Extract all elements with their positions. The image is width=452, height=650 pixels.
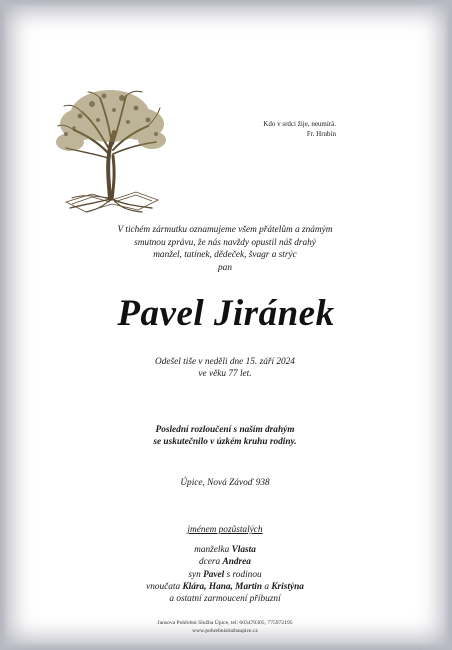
relative-name: Kristýna <box>271 581 304 592</box>
family-wife <box>60 544 390 556</box>
relation-label: syn <box>188 569 204 580</box>
family-daughter <box>60 556 390 568</box>
relative-name: Vlasta <box>231 545 256 555</box>
family-list <box>60 544 390 605</box>
intro-line: manžel, tatínek, dědeček, švagr a strýc <box>153 250 297 261</box>
intro-line: V tichém zármutku oznamujeme všem přátelům a známým <box>117 225 333 235</box>
deceased-name: Pavel Jiránek <box>117 293 335 334</box>
footer <box>60 620 390 635</box>
intro-text <box>60 224 390 274</box>
quote <box>236 119 336 139</box>
family-grandchildren <box>60 581 390 593</box>
tree-illustration <box>52 84 170 214</box>
death-notice <box>60 357 390 380</box>
conjunction: a <box>262 581 272 592</box>
family-son <box>60 569 390 581</box>
family-others: a ostatní zarmoucení příbuzní <box>169 594 281 605</box>
quote-author: Fr. Hrubín <box>306 130 336 138</box>
relative-name: Klára, Hana, Martin <box>182 581 263 592</box>
address: Úpice, Nová Závoď 938 <box>180 478 270 488</box>
relation-label: dcera <box>199 557 223 568</box>
farewell-line: se uskutečnilo v úzkém kruhu rodiny. <box>153 437 297 447</box>
relation-label: vnoučata <box>146 581 183 592</box>
on-behalf-heading: jménem pozůstalých <box>187 525 263 535</box>
intro-line: pan <box>218 262 232 273</box>
relation-suffix: s rodinou <box>224 569 262 580</box>
relation-label: manželka <box>194 545 232 555</box>
age-line: ve věku 77 let. <box>198 368 252 379</box>
footer-website: www.pohrebnisluzbaupice.cz <box>192 627 258 634</box>
farewell-notice <box>60 424 390 448</box>
footer-company: Jansova Pohřební Služba Úpice, tel: 603470305, 775972195 <box>157 620 293 626</box>
death-date-line: Odešel tiše v neděli dne 15. září 2024 <box>155 357 295 367</box>
quote-text: Kdo v srdci žije, neumírá. <box>263 120 336 128</box>
intro-line: smutnou zprávu, že nás navždy opustil náš drahý <box>134 237 316 248</box>
farewell-line: Poslední rozloučení s naším drahým <box>155 425 295 435</box>
relative-name: Andrea <box>222 557 251 568</box>
relative-name: Pavel <box>203 569 225 580</box>
